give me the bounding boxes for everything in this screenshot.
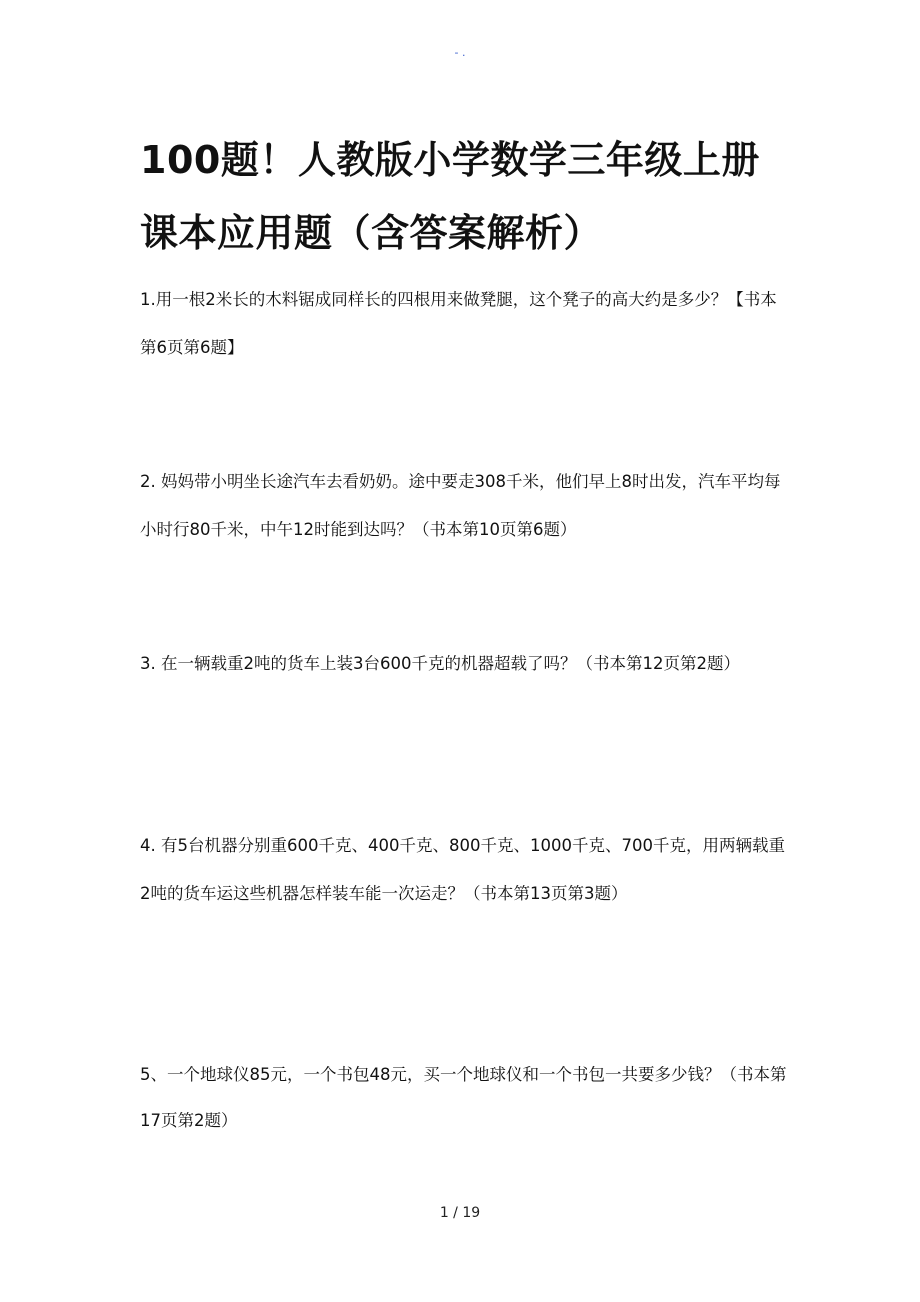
question-1: 1.用一根2米长的木料锯成同样长的四根用来做凳腿，这个凳子的高大约是多少？【书本第6页第6题】 — [140, 290, 777, 357]
page-number: 1 / 19 — [439, 1205, 481, 1221]
header-mark: - . — [454, 46, 466, 59]
document-title: 100题！人教版小学数学三年级上册课本应用题（含答案解析） — [140, 138, 760, 255]
question-2: 2. 妈妈带小明坐长途汽车去看奶奶。途中要走308千米，他们早上8时出发，汽车平均每小时行80千米，中午12时能到达吗？（书本第10页第6题） — [140, 472, 781, 539]
question-3: 3. 在一辆载重2吨的货车上装3台600千克的机器超载了吗？（书本第12页第2题） — [140, 654, 740, 673]
question-4: 4. 有5台机器分别重600千克、400千克、800千克、1000千克、700千克，用两辆载重2吨的货车运这些机器怎样装车能一次运走？（书本第13页第3题） — [140, 836, 785, 903]
question-5: 5、一个地球仪85元，一个书包48元，买一个地球仪和一个书包一共要多少钱？（书本第17页第2题） — [140, 1065, 787, 1130]
